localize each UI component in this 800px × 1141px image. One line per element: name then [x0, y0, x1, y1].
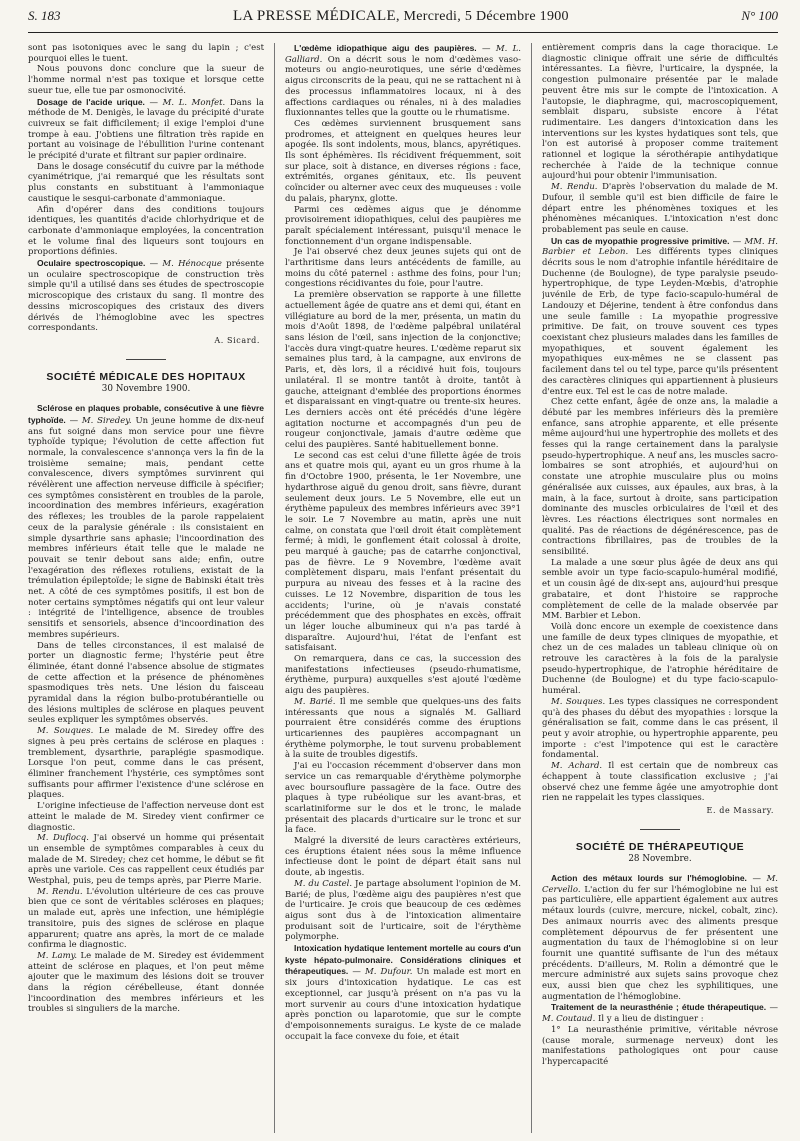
article-edema: L'œdème idiopathique aigu des paupières. — M. L. Galliard. On a décrit sous le nom d'œdèmes vaso-moteurs ou angio-neurotiques, une série d'œdèmes aigus circonscrits de la peau, qui ne se rattachent ni à des processus inflammatoires locaux, ni à des affections cardiaques ou rénales, ni à des maladies fluxionnantes telles que la goutte ou le rhumatisme.	[285, 43, 521, 119]
article-heading: Sclérose en plaques probable, consécutive à une fièvre typhoïde.	[28, 403, 264, 425]
paragraph: J'ai eu l'occasion récemment d'observer dans mon service un cas remarquable d'érythème polymorphe avec boursouflure passagère de la face. Outre des plaques à type rubéolique sur les avant-bras, et scarlatiniforme sur le dos et le tronc, le malade présentait des placards d'urticaire sur le tronc et sur la face.	[285, 761, 521, 836]
page-header	[28, 0, 778, 33]
article-sclerosis: Sclérose en plaques probable, consécutive à une fièvre typhoïde. — M. Siredey. Un jeune homme de dix-neuf ans fut soigné dans mon service pour une fièvre typhoïde typique; l'évolution de cette affection fut normale, la convalescence s'annonça vers la fin de la troisième semaine; mais, pendant cette convalescence, divers symptômes survinrent qui révélèrent une affection nerveuse difficile à spécifier; ces symptômes consistèrent en troubles de la parole, incoordination des membres inférieurs, exagération des réflexes; les troubles de la parole rappelaient ceux de la paralysie générale : ils consistaient en simple dysarthrie sans aphasie; l'incoordination des membres inférieurs était telle que le malade ne pouvait se tenir debout sans aide; enfin, outre l'exagération des réflexes rotuliens, existait de la trémulation épileptoïde; le signe de Babinski était très net. A côté de ces symptômes positifs, il est bon de noter certains symptômes négatifs qui ont leur valeur : intégrité de l'intelligence, absence de troubles sensitifs et sensoriels, absence d'incoordination des membres supérieurs.	[28, 403, 264, 640]
paragraph-text: Le malade de M. Siredey est évidemment atteint de sclérose en plaques, et l'on peut même ajouter que le maximum des lésions doit se trouver dans la région cérébelleuse, étant donnée l'incoordination des membres inférieurs et les troubles si singuliers de la marche.	[28, 950, 264, 1015]
column-1	[28, 43, 264, 1133]
speaker: M. Souques.	[37, 726, 94, 737]
speaker: M. Rendu.	[37, 886, 83, 897]
article-heading: Dosage de l'acide urique.	[37, 96, 145, 107]
paragraph: La malade a une sœur plus âgée de deux ans qui semble avoir un type facio-scapulo-huméral modifié, et un cousin âgé de dix-sept ans, aujourd'hui presque grabataire, et dont l'histoire se rapproche complètement de celle de la malade observée par MM. Barbier et Lebon.	[542, 557, 778, 622]
paragraph-text: Les types classiques ne correspondent qu'à des phases du début des myopathies : lorsque la généralisation se fait, comme dans le cas présent, il peut y avoir atrophie, ou hypertrophie apparente, peu importe : c'est l'impotence qui est le caractère fondamental.	[542, 696, 778, 761]
paragraph: sont pas isotoniques avec le sang du lapin ; c'est pourquoi elles le tuent.	[28, 43, 264, 64]
article-author: M. Dufour.	[365, 967, 413, 978]
paragraph	[542, 182, 778, 236]
article-text: Un jeune homme de dix-neuf ans fut soigné dans mon service pour une fièvre typhoïde typique; l'évolution de cette affection fut normale, la convalescence s'annonça vers la fin de la troisième semaine; mais, pendant cette convalescence, divers symptômes survinrent qui révélèrent une affection nerveuse difficile à spécifier; ces symptômes consistèrent en troubles de la parole, incoordination des membres inférieurs, exagération des réflexes; les troubles de la parole rappelaient ceux de la paralysie générale : ils consistaient en simple dysarthrie sans aphasie; l'incoordination des membres inférieurs était telle que le malade ne pouvait se tenir debout sans aide; enfin, outre l'exagération des réflexes rotuliens, existait de la trémulation épileptoïde; le signe de Babinski était très net. A côté de ces symptômes positifs, il est bon de noter certains symptômes négatifs qui ont leur valeur : intégrité de l'intelligence, absence de troubles sensitifs et sensoriels, absence d'incoordination des membres supérieurs.	[28, 415, 264, 640]
article-author: M. Siredey.	[81, 415, 132, 426]
section-divider	[640, 829, 680, 830]
speaker: M. du Castel.	[294, 878, 353, 889]
paragraph	[28, 951, 264, 1015]
article-heading: Oculaire spectroscopique.	[37, 258, 146, 269]
paragraph-text: Il me semble que quelques-uns des faits intéressants que nous a signalés M. Galliard pourraient être considérés comme des éruptions urticariennes des paupières accompagnant un érythème polymorphe, le tout survenu probablement à la suite de troubles digestifs.	[285, 696, 521, 761]
speaker: M. Rendu.	[551, 182, 598, 193]
paragraph: Parmi ces œdèmes aigus que je dénomme provisoirement idiopathiques, celui des paupières me paraît spécialement intéressant, puisqu'il menace le fonctionnement d'un organe indispensable.	[285, 204, 521, 247]
article-text: On a décrit sous le nom d'œdèmes vaso-moteurs ou angio-neurotiques, une série d'œdèmes aigus circonscrits de la peau, qui ne se rattachent ni à des processus inflammatoires locaux, ni à des affections cardiaques ou rénales, ni à des maladies fluxionnantes telles que la goutte ou le rhumatisme.	[285, 54, 521, 119]
article-author: M. Cervello.	[542, 874, 778, 895]
section-date: 28 Novembre.	[628, 854, 692, 865]
paragraph: Le second cas est celui d'une fillette âgée de trois ans et quatre mois qui, ayant eu un gros rhume à la fin d'Octobre 1900, présenta, le 1er Novembre, une hydarthrose aiguë du genou droit, sans fièvre, durant seulement deux jours. Le 5 Novembre, elle eut un érythème papuleux des membres inférieurs avec 39°1 le soir. Le 7 Novembre au matin, après une nuit calme, on constata que l'œil droit était complètement fermé; à midi, le gonflement était colossal à droite, peu marqué à gauche; pas de catarrhe conjonctival, pas de fièvre. Le 9 Novembre, l'œdème avait complètement disparu, mais l'enfant présentait du purpura au niveau des fesses et à la racine des cuisses. Le 12 Novembre, disparition de tous les accidents; l'urine, où je n'avais constaté précédemment que des phosphates en excès, offrait un léger louche albumineux qui n'a pas tardé à disparaître. Aujourd'hui, l'état de l'enfant est satisfaisant.	[285, 450, 521, 654]
paragraph-text: Le malade de M. Siredey offre des signes à peu près certains de sclérose en plaques : tremblement, dysarthrie, paraplégie spasmodique. Lorsque l'on peut, comme dans le cas présent, éliminer franchement l'hystérie, ces symptômes sont suffisants pour affirmer l'existence d'une sclérose en plaques.	[28, 726, 264, 801]
paragraph	[542, 761, 778, 804]
paragraph: Nous pouvons donc conclure que la sueur de l'homme normal n'est pas toxique et lorsque cette sueur tue, elle tue par osmonocivité.	[28, 64, 264, 96]
section-date: 30 Novembre 1900.	[101, 384, 191, 395]
article-heading: Traitement de la neurasthénie ; étude thérapeutique.	[551, 1002, 767, 1013]
paragraph	[28, 833, 264, 887]
article-text: Un malade est mort en six jours d'intoxication hydatique. Le cas est exceptionnel, car jusqu'à présent on n'a pas vu la mort survenir au cours d'une intoxication hydatique après ponction ou laparotomie, que sur le compte d'empoisonnements suraigus. Le kyste de ce malade occupait la face convexe du foie, et était	[285, 967, 521, 1042]
article-hydatid: Intoxication hydatique lentement mortelle au cours d'un kyste hépato-pulmonaire. Considérations cliniques et thérapeutiques. — M. Dufour. Un malade est mort en six jours d'intoxication hydatique. Le cas est exceptionnel, car jusqu'à présent on n'a pas vu la mort survenir au cours d'une intoxication hydatique après ponction ou laparotomie, que sur le compte d'empoisonnements suraigus. Le kyste de ce malade occupait la face convexe du foie, et était	[285, 943, 521, 1042]
journal-title: LA PRESSE MÉDICALE	[233, 7, 396, 24]
article-text: Les différents types cliniques décrits sous le nom d'atrophie infantile héréditaire de Duchenne (de Boulogne), de type paralysie pseudo-hypertrophique, de type Leyden-Mœbis, d'atrophie juvénile de Erb, de type facio-scapulo-huméral de Landouzy et Déjerine, tendent à être confondus dans une seule famille : La myopathie progressive primitive. De fait, on trouve souvent ces types coexistant chez plusieurs malades dans les familles de myopathiques, et souvent également les myopathiques eux-mêmes ne se classent pas facilement dans tel ou tel type, parce qu'ils présentent des caractères cliniques qui appartiennent à plusieurs d'entre eux. Tel est le cas de notre malade.	[542, 247, 778, 397]
article-text: Il y a lieu de distinguer :	[595, 1014, 704, 1025]
paragraph	[28, 887, 264, 951]
speaker: M. Achard.	[551, 761, 603, 772]
speaker: M. Barié.	[294, 696, 336, 707]
column-2	[285, 43, 521, 1133]
signature: A. Sicard.	[214, 335, 260, 345]
section-title: SOCIÉTÉ MÉDICALE DES HOPITAUX	[46, 370, 246, 383]
page-number: S. 183	[28, 8, 61, 23]
paragraph-text: Il est certain que de nombreux cas échappent à toute classification exclusive ; j'ai observé chez une femme âgée une amyotrophie dont rien ne rappelait les types classiques.	[542, 761, 778, 804]
article-text: présente un oculaire spectroscopique de construction très simple qu'il a utilisé dans ses études de spectroscopie microscopique des cristaux du sang. Il montre des dessins microscopiques des cristaux des divers dérivés de l'hémoglobine avec les spectres correspondants.	[28, 259, 264, 334]
issue-date: , Mercredi, 5 Décembre 1900	[395, 8, 569, 24]
paragraph: Je l'ai observé chez deux jeunes sujets qui ont de l'arthritisme dans leurs antécédents de famille, au moins du côté paternel : asthme des foins, pour l'un; congestions récidivantes du foie, pour l'autre.	[285, 247, 521, 290]
paragraph: La première observation se rapporte à une fillette actuellement âgée de quatre ans et demi qui, étant en villégiature au bord de la mer, présenta, un matin du mois d'Août 1898, de l'œdème palpébral unilatéral sans lésion de l'œil, sans injection de la conjonctive; l'accès dura vingt-quatre heures. L'œdème reparut six semaines plus tard, à la campagne, aux environs de Paris, et, dès lors, il a récidivé huit fois, toujours unilatéral. Il se montre tantôt à droite, tantôt à gauche, atteignant d'emblée des proportions énormes et disparaissant en vingt-quatre ou trente-six heures. Les derniers accès ont été précédés d'une légère agitation nocturne et accompagnés d'un peu de rougeur conjonctivale, jamais d'autre œdème que celui des paupières. Santé habituellement bonne.	[285, 290, 521, 451]
speaker: M. Duflocq.	[37, 833, 89, 844]
paragraph-text: D'après l'observation du malade de M. Dufour, il semble qu'il est bien difficile de faire le départ entre les phénomènes toxiques et les phénomènes mécaniques. L'intoxication n'est donc probablement pas seule en cause.	[542, 182, 778, 235]
speaker: M. Lamy.	[37, 950, 78, 961]
article-author: MM. H. Barbier et Lebon.	[542, 236, 778, 258]
article-uric-acid: Dosage de l'acide urique. — M. L. Monfet. Dans la méthode de M. Denigès, le lavage du précipité d'urate cuivreux se fait difficilement; il exige l'emploi d'une trompe à eau. J'obtiens une filtration très rapide en portant au voisinage de l'ébullition l'urine contenant le précipité d'urate et filtrant sur papier ordinaire.	[28, 96, 264, 162]
paragraph: Chez cette enfant, âgée de onze ans, la maladie a débuté par les membres inférieurs dès la première enfance, sans atrophie apparente, et elle présente même aujourd'hui une hypertrophie des mollets et des fesses qui la range certainement dans la paralysie pseudo-hypertrophique. A neuf ans, les muscles sacro-lombaires se sont atrophiés, et aujourd'hui on constate une atrophie musculaire plus ou moins généralisée aux cuisses, aux épaules, aux bras, à la main, à la face, surtout à droite, sans participation dominante des muscles orbiculaires de l'œil et des lèvres. Les réactions électriques sont normales en qualité. Pas de réactions de dégénérescence, pas de contractions fibrillaires, pas de troubles de la sensibilité.	[542, 397, 778, 558]
article-author: M. Coutaud.	[542, 1014, 596, 1025]
article-author: M. L. Monfet.	[162, 97, 226, 108]
article-author: M. L. Galliard.	[285, 44, 521, 65]
signature: E. de Massary.	[706, 805, 774, 815]
paragraph: Dans le dosage consécutif du cuivre par la méthode cyanimétrique, j'ai remarqué que les résultats sont plus constants en substituant à l'ammoniaque caustique le sesqui-carbonate d'ammoniaque.	[28, 161, 264, 204]
article-author: M. Hénocque	[162, 259, 222, 270]
column-rule	[274, 43, 275, 1133]
paragraph	[542, 697, 778, 761]
article-myopathy: Un cas de myopathie progressive primitive. — MM. H. Barbier et Lebon. Les différents types cliniques décrits sous le nom d'atrophie infantile héréditaire de Duchenne (de Boulogne), de type paralysie pseudo-hypertrophique, de type Leyden-Mœbis, d'atrophie juvénile de Erb, de type facio-scapulo-huméral de Landouzy et Déjerine, tendent à être confondus dans une seule famille : La myopathie progressive primitive. De fait, on trouve souvent ces types coexistant chez plusieurs malades dans les familles de myopathiques, et souvent également les myopathiques eux-mêmes ne se classent pas facilement dans tel ou tel type, parce qu'ils présentent des caractères cliniques qui appartiennent à plusieurs d'entre eux. Tel est le cas de notre malade.	[542, 235, 778, 397]
article-neurasthenia: Traitement de la neurasthénie ; étude thérapeutique. — M. Coutaud. Il y a lieu de distinguer :	[542, 1002, 778, 1025]
article-text: Dans la méthode de M. Denigès, le lavage du précipité d'urate cuivreux se fait difficilement; il exige l'emploi d'une trompe à eau. J'obtiens une filtration très rapide en portant au voisinage de l'ébullition l'urine contenant le précipité d'urate et filtrant sur papier ordinaire.	[28, 97, 264, 162]
article-text: L'action du fer sur l'hémoglobine ne lui est pas particulière, elle appartient également aux autres métaux lourds (cuivre, mercure, nickel, cobalt, zinc). Des animaux nourris avec des aliments presque complètement dépourvus de fer présentent une augmentation du taux de l'hémoglobine si on leur fournit une quantité suffisante de l'un des métaux précédents. D'ailleurs, M. Rolin a démontré que le mercure administré aux sujets sains provoque chez eux, aussi bien que chez les syphilitiques, une augmentation de l'hémoglobine.	[542, 884, 778, 1002]
paragraph-text: Je partage absolument l'opinion de M. Barié; de plus, l'œdème aigu des paupières n'est que de l'urticaire. Je crois que beaucoup de ces œdèmes aigus sont dus à de l'intoxication alimentaire produisant soit de l'urticaire, soit de l'érythème polymorphe.	[285, 878, 521, 943]
paragraph-text: L'évolution ultérieure de ces cas prouve bien que ce sont de véritables scléroses en plaques; un malade eut, après une infection, une hémiplégie transitoire, puis des signes de sclérose en plaque apparurent; quatre ans après, la mort de ce malade confirma le diagnostic.	[28, 886, 264, 951]
article-heading: L'œdème idiopathique aigu des paupières.	[294, 43, 477, 53]
paragraph: Afin d'opérer dans des conditions toujours identiques, les quantités d'acide chlorhydrique et de carbonate d'ammoniaque employées, la concentration et le volume final des liqueurs sont toujours en proportions définies.	[28, 204, 264, 258]
article-spectroscope: Oculaire spectroscopique. — M. Hénocque présente un oculaire spectroscopique de construction très simple qu'il a utilisé dans ses études de spectroscopie microscopique des cristaux du sang. Il montre des dessins microscopiques des cristaux des divers dérivés de l'hémoglobine avec les spectres correspondants.	[28, 258, 264, 334]
article-heading: Action des métaux lourds sur l'hémoglobine.	[551, 873, 747, 884]
article-heading: Un cas de myopathie progressive primitive.	[551, 235, 730, 246]
columns	[28, 43, 778, 1133]
paragraph	[28, 726, 264, 801]
section-title: SOCIÉTÉ DE THÉRAPEUTIQUE	[575, 840, 745, 853]
paragraph: On remarquera, dans ce cas, la succession des manifestations infectieuses (pseudo-rhumatisme, érythème, purpura) auxquelles s'est ajouté l'œdème aigu des paupières.	[285, 654, 521, 697]
paragraph: Ces œdèmes surviennent brusquement sans prodromes, et atteignent en quelques heures leur apogée. Ils sont indolents, mous, blancs, apyrétiques. Ils sont éphémères. Ils récidivent fréquemment, soit sur place, soit à distance, en diverses régions : face, extrémités, organes génitaux, etc. Ils peuvent coïncider ou alterner avec ceux des muqueuses : voile du palais, pharynx, glotte.	[285, 118, 521, 204]
paragraph: entièrement compris dans la cage thoracique. Le diagnostic clinique offrait une série de difficultés intéressantes. La fièvre, l'urticaire, la dyspnée, la congestion pulmonaire présentée par le malade peuvent être mis sur le compte de l'intoxication. A l'autopsie, le diaphragme, qui, macroscopiquement, semblait disparu, subsiste encore à l'état rudimentaire. Les dangers d'intoxication dans les interventions sur les kystes hydatiques sont tels, que l'on est autorisé à proposer comme traitement rationnel et logique la sérothérapie antihydatique recherchée à l'aide de la technique connue aujourd'hui pour obtenir l'immunisation.	[542, 43, 778, 182]
speaker: M. Souques.	[551, 696, 606, 707]
column-rule	[531, 43, 532, 1133]
article-heavy-metals: Action des métaux lourds sur l'hémoglobine. — M. Cervello. L'action du fer sur l'hémoglobine ne lui est pas particulière, elle appartient également aux autres métaux lourds (cuivre, mercure, nickel, cobalt, zinc). Des animaux nourris avec des aliments presque complètement dépourvus de fer présentent une augmentation du taux de l'hémoglobine si on leur fournit une quantité suffisante de l'un des métaux précédents. D'ailleurs, M. Rolin a démontré que le mercure administré aux sujets sains provoque chez eux, aussi bien que chez les syphilitiques, une augmentation de l'hémoglobine.	[542, 873, 778, 1002]
paragraph: 1° La neurasthénie primitive, véritable névrose (cause morale, surmenage nerveux) dont les manifestations pathologiques ont pour cause l'hypercapacité	[542, 1024, 778, 1067]
column-3	[542, 43, 778, 1133]
paragraph: Dans de telles circonstances, il est malaisé de porter un diagnostic ferme; l'hystérie peut être éliminée, étant donné l'absence absolue de stigmates de cette affection et la présence de phénomènes spasmodiques très nets. Une lésion du faisceau pyramidal dans la région bulbo-protubérantielle ou des lésions multiples de sclérose en plaques peuvent seules expliquer les symptômes observés.	[28, 640, 264, 726]
paragraph	[285, 879, 521, 943]
paragraph: Voilà donc encore un exemple de coexistence dans une famille de deux types cliniques de myopathie, et chez un de ces malades un tableau clinique où on retrouve les caractères à la fois de la paralysie pseudo-hypertrophique, de l'atrophie héréditaire de Duchenne (de Boulogne) et du type facio-scapulo-huméral.	[542, 621, 778, 697]
paragraph-text: J'ai observé un homme qui présentait un ensemble de symptômes comparables à ceux du malade de M. Siredey; chez cet homme, le début se fit après une variole. Ces cas rappellent ceux étudiés par Westphal, puis, peu de temps après, par Pierre Marie.	[28, 833, 264, 887]
section-divider	[126, 359, 166, 360]
paragraph: Malgré la diversité de leurs caractères extérieurs, ces éruptions étaient nées sous la même influence infectieuse dont le point de départ était sans nul doute, ab ingestis.	[285, 836, 521, 879]
paragraph: L'origine infectieuse de l'affection nerveuse dont est atteint le malade de M. Siredey vient confirmer ce diagnostic.	[28, 801, 264, 833]
paragraph	[285, 697, 521, 761]
article-heading: Intoxication hydatique lentement mortelle au cours d'un kyste hépato-pulmonaire. Considérations cliniques et thérapeutiques.	[285, 943, 521, 977]
issue-number: N° 100	[741, 8, 778, 23]
journal-masthead	[233, 8, 569, 25]
